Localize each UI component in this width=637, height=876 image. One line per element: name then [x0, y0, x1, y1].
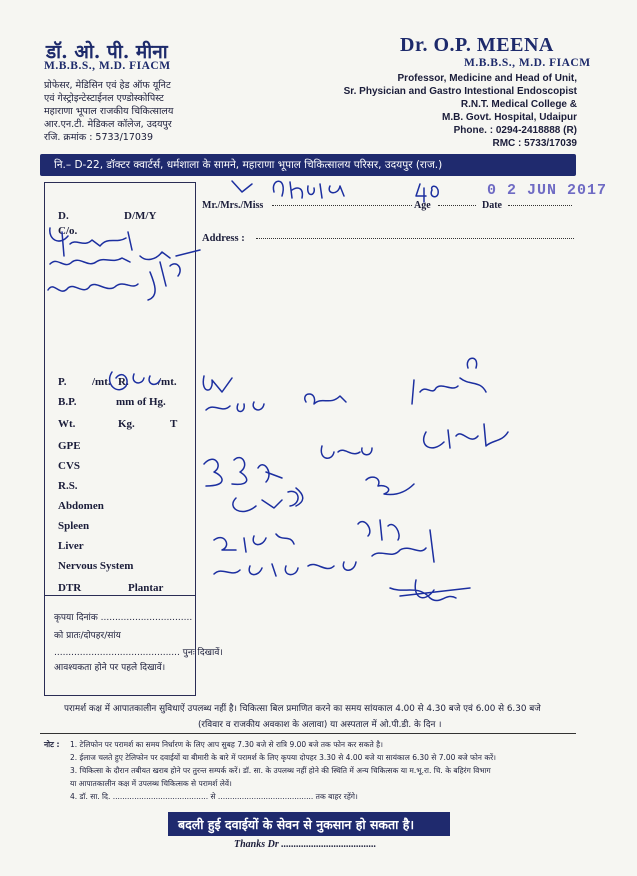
note-item: 4. डॉ. सा. दि. ........................................ से ........................................ तक बाहर रहेंगे।: [70, 792, 358, 801]
note-title: नोट :: [44, 740, 60, 749]
exam-item: GPE: [58, 440, 81, 452]
weight-label: Wt.: [58, 418, 76, 430]
pulse-value-scribble: [110, 372, 160, 390]
patient-name-label: Mr./Mrs./Miss: [202, 200, 264, 211]
hospital-line-en: M.B. Govt. Hospital, Udaipur: [441, 112, 577, 123]
designation-line-en: Professor, Medicine and Head of Unit,: [397, 73, 577, 84]
designation-line-en: Sr. Physician and Gastro Intestional Endoscopist: [343, 86, 577, 97]
plantar-label: Plantar: [128, 582, 164, 594]
exam-item: R.S.: [58, 480, 78, 492]
note-scribble-8: [366, 477, 414, 494]
resp-label: R.: [118, 376, 129, 388]
designation-line-hi: एवं गेस्ट्रोइन्टेस्टाईनल एण्डोस्कोपिस्ट: [44, 93, 164, 104]
exam-item: CVS: [58, 460, 81, 472]
note-scribble-10: [358, 520, 399, 540]
warning-banner: बदली हुई दवाईयों के सेवन से नुकसान हो सकता है।: [168, 812, 450, 836]
complaint-scribble-1: [50, 228, 132, 256]
bp-unit: mm of Hg.: [116, 396, 166, 408]
college-line-en: R.N.T. Medical College &: [460, 99, 577, 110]
doctor-name-hindi: डॉ. ओ. पी. मीना: [46, 41, 168, 63]
patient-name-scribble: [273, 181, 344, 198]
doctor-name-english: Dr. O.P. MEENA: [400, 34, 554, 56]
note-item: 1. टेलिफोन पर परामर्श का समय निर्धारण के लिए आप सुबह 7.30 बजे से रात्रि 9.00 बजे तक फोन कर सकते है।: [70, 740, 383, 749]
note-item: या आपातकालीन कक्ष में उपलब्ध चिकित्सक से परामर्श लेवें।: [70, 779, 232, 788]
note-scribble-5: [321, 446, 372, 458]
d-label: D.: [58, 210, 69, 222]
note-scribble-2: [305, 394, 346, 404]
bp-label: B.P.: [58, 396, 77, 408]
followup-time: को प्रातः/दोपहर/सांय: [54, 631, 121, 641]
thanks-line: Thanks Dr ......................................: [234, 839, 377, 850]
address-label: Address :: [202, 233, 245, 244]
checkmark-mark: [232, 181, 252, 192]
exam-item: Nervous System: [58, 560, 134, 572]
note-scribble-3: [412, 358, 486, 404]
exam-item: Spleen: [58, 520, 90, 532]
note-scribble-4: [204, 458, 282, 486]
exam-item: Abdomen: [58, 500, 104, 512]
degrees-left: M.B.B.S., M.D. FIACM: [44, 60, 171, 72]
dtr-label: DTR: [58, 582, 82, 594]
complaint-scribble-3: [48, 284, 138, 291]
date-stamp: 0 2 JUN 2017: [487, 182, 608, 199]
hospital-line-hi: महाराणा भूपाल राजकीय चिकित्सालय: [44, 106, 174, 117]
age-label: Age: [414, 200, 431, 211]
complaint-scribble-2: [50, 250, 200, 265]
registration-line-hi: रजि. क्रमांक : 5733/17039: [44, 132, 154, 143]
consult-note-line2: (रविवार व राजकीय अवकाश के अलावा) या अस्पताल में ओ.पी.डी. के दिन ।: [198, 720, 442, 730]
degrees-right: M.B.B.S., M.D. FIACM: [464, 57, 591, 69]
pulse-unit: /mt.: [92, 376, 111, 388]
followup-need: आवश्यकता होने पर पहले दिखावें।: [54, 663, 166, 673]
note-scribble-7: [233, 488, 303, 511]
note-scribble-1: [206, 402, 264, 412]
consult-note-line1: परामर्श कक्ष में आपातकालीन सुविधाऐं उपलब्ध नहीं है। चिकित्सा बिल प्रमाणित करने का समय सांयकाल 4.00 से 4.30 बजे एवं 6.00 से 6.30 बजे: [64, 704, 541, 714]
phone-line: Phone. : 0294-2418888 (R): [453, 125, 577, 136]
rmc-line: RMC : 5733/17039: [492, 138, 577, 149]
co-label: C/o.: [58, 225, 78, 237]
followup-show: ............................................ पुनः दिखावें।: [54, 648, 223, 658]
address-bar: नि.– D-22, डॉक्टर क्वार्टर्स, धर्मशाला के सामने, महाराणा भूपाल चिकित्सालय परिसर, उदयपुर (राज.): [40, 154, 576, 176]
followup-date: कृपया दिनांक ................................: [54, 613, 193, 623]
signature: [390, 580, 470, 601]
note-scribble-11: [214, 562, 356, 576]
note-scribble-6: [424, 424, 508, 448]
exam-item: Liver: [58, 540, 84, 552]
age-scribble: [416, 184, 438, 202]
complaint-scribble-4: [148, 262, 180, 300]
note-anc: [203, 376, 232, 392]
dmy-label: D/M/Y: [124, 210, 157, 222]
temp-label: T: [170, 418, 178, 430]
note-item: 2. ईलाज चलते हुए टेलिफोन पर दवाईयों या बीमारी के बारे में परामर्श के लिए कृपया दोपहर 3.30 से 4.00 बजे या सायंकाल 6.30 से 7.00 बजे फोन करें।: [70, 753, 496, 762]
pulse-label: P.: [58, 376, 67, 388]
note-scribble-9: [214, 534, 294, 552]
resp-unit: /mt.: [158, 376, 177, 388]
designation-line-hi: प्रोफेसर, मेडिसिन एवं हेड ऑफ यूनिट: [44, 80, 171, 91]
note-item: 3. चिकित्सा के दौरान तबीयत खराब होने पर तुरन्त सम्पर्क करें। डॉ. सा. के उपलब्ध नहीं होने की स्थिति में अन्य चिकित्सक या म.भू.रा. चि. के बहिरंग विभाग: [70, 766, 491, 775]
date-label: Date: [482, 200, 502, 211]
college-line-hi: आर.एन.टी. मेडिकल कॉलेज, उदयपुर: [44, 119, 172, 130]
weight-unit: Kg.: [118, 418, 135, 430]
